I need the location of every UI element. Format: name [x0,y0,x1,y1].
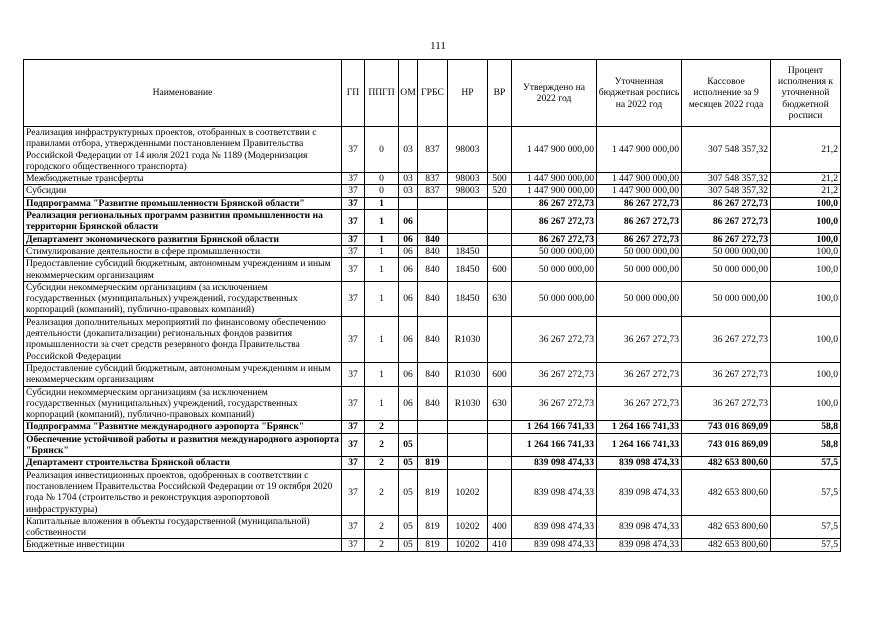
cell-om: 05 [399,469,418,515]
cell-cash: 482 653 800,60 [682,539,771,551]
cell-refined: 839 098 474,33 [597,457,682,469]
cell-refined: 839 098 474,33 [597,515,682,539]
cell-nr: 98003 [448,173,488,185]
cell-refined: 36 267 272,73 [597,316,682,362]
cell-ppgp: 0 [365,127,399,173]
table-row [24,210,841,234]
cell-refined: 50 000 000,00 [597,245,682,257]
cell-vr [488,210,512,234]
cell-gp: 37 [342,245,365,257]
cell-gp: 37 [342,258,365,282]
cell-gp: 37 [342,469,365,515]
cell-grbs: 837 [418,127,448,173]
col-header-vr: ВР [488,60,512,127]
cell-percent: 100,0 [771,245,841,257]
cell-nr [448,457,488,469]
cell-vr [488,127,512,173]
cell-percent: 100,0 [771,210,841,234]
cell-name: Реализация дополнительных мероприятий по финансовому обеспечению деятельности (докапитализации) региональных фондов развития промышленности за счет средств резервного фонда Правительства Российской Федерации [24,316,342,362]
cell-percent: 57,5 [771,539,841,551]
cell-approved: 50 000 000,00 [512,245,597,257]
cell-grbs: 840 [418,245,448,257]
col-header-ppgp: ППГП [365,60,399,127]
cell-grbs [418,197,448,209]
cell-grbs: 840 [418,362,448,386]
cell-ppgp: 2 [365,539,399,551]
cell-approved: 36 267 272,73 [512,386,597,421]
cell-percent: 100,0 [771,386,841,421]
cell-percent: 100,0 [771,233,841,245]
cell-percent: 57,5 [771,457,841,469]
cell-nr: R1030 [448,362,488,386]
cell-gp: 37 [342,386,365,421]
cell-vr [488,245,512,257]
cell-ppgp: 0 [365,173,399,185]
cell-om: 06 [399,316,418,362]
cell-cash: 307 548 357,32 [682,173,771,185]
cell-grbs: 840 [418,233,448,245]
cell-name: Субсидии некоммерческим организациям (за исключением государственных (муниципальных) учреждений, государственных корпораций (компаний), публично-правовых компаний) [24,281,342,316]
cell-approved: 1 447 900 000,00 [512,173,597,185]
cell-ppgp: 1 [365,258,399,282]
cell-vr: 400 [488,515,512,539]
cell-om: 06 [399,233,418,245]
cell-refined: 50 000 000,00 [597,281,682,316]
cell-name: Департамент строительства Брянской области [24,457,342,469]
cell-grbs: 840 [418,258,448,282]
table-row [24,173,841,185]
cell-name: Бюджетные инвестиции [24,539,342,551]
cell-cash: 743 016 869,09 [682,433,771,457]
cell-gp: 37 [342,421,365,433]
cell-nr: 10202 [448,515,488,539]
table-row [24,539,841,551]
cell-ppgp: 1 [365,210,399,234]
cell-name: Реализация инвестиционных проектов, одобренных в соответствии с постановлением Правительства Российской Федерации от 19 октября 2020 года № 1704 (строительство и реконструкция аэропортовой инфраструктуры) [24,469,342,515]
cell-nr: 10202 [448,469,488,515]
cell-refined: 36 267 272,73 [597,362,682,386]
cell-name: Субсидии [24,185,342,197]
cell-om: 06 [399,362,418,386]
cell-nr [448,433,488,457]
cell-vr [488,197,512,209]
table-row [24,127,841,173]
table-row [24,469,841,515]
table-row [24,433,841,457]
cell-grbs: 837 [418,185,448,197]
cell-approved: 50 000 000,00 [512,281,597,316]
cell-vr: 520 [488,185,512,197]
cell-gp: 37 [342,197,365,209]
cell-nr: 18450 [448,258,488,282]
cell-refined: 839 098 474,33 [597,469,682,515]
cell-grbs: 837 [418,173,448,185]
cell-percent: 100,0 [771,362,841,386]
cell-gp: 37 [342,539,365,551]
cell-ppgp: 1 [365,362,399,386]
cell-nr: 98003 [448,185,488,197]
cell-nr: 18450 [448,281,488,316]
cell-nr: R1030 [448,316,488,362]
col-header-approved: Утверждено на 2022 год [512,60,597,127]
cell-name: Реализация инфраструктурных проектов, отобранных в соответствии с правилами отбора, утвержденными постановлением Правительства Российской Федерации от 14 июля 2021 года № 1189 (Модернизация городского общественного транспорта) [24,127,342,173]
cell-percent: 21,2 [771,185,841,197]
cell-cash: 86 267 272,73 [682,210,771,234]
cell-name: Предоставление субсидий бюджетным, автономным учреждениям и иным некоммерческим организациям [24,362,342,386]
table-row [24,362,841,386]
cell-approved: 86 267 272,73 [512,233,597,245]
cell-om: 05 [399,539,418,551]
cell-grbs: 819 [418,457,448,469]
cell-refined: 1 447 900 000,00 [597,127,682,173]
cell-ppgp: 0 [365,185,399,197]
cell-nr: R1030 [448,386,488,421]
cell-gp: 37 [342,316,365,362]
cell-refined: 1 264 166 741,33 [597,421,682,433]
cell-vr: 630 [488,281,512,316]
cell-nr [448,233,488,245]
cell-percent: 100,0 [771,197,841,209]
cell-ppgp: 1 [365,386,399,421]
cell-vr: 500 [488,173,512,185]
cell-grbs: 819 [418,515,448,539]
cell-refined: 36 267 272,73 [597,386,682,421]
cell-gp: 37 [342,362,365,386]
cell-gp: 37 [342,433,365,457]
cell-cash: 50 000 000,00 [682,258,771,282]
cell-om: 05 [399,515,418,539]
table-row [24,316,841,362]
table-row [24,197,841,209]
cell-name: Капитальные вложения в объекты государственной (муниципальной) собственности [24,515,342,539]
cell-name: Межбюджетные трансферты [24,173,342,185]
header-row [24,60,841,127]
cell-nr [448,210,488,234]
cell-cash: 36 267 272,73 [682,316,771,362]
cell-grbs: 840 [418,281,448,316]
cell-vr: 600 [488,362,512,386]
cell-name: Департамент экономического развития Брянской области [24,233,342,245]
cell-name: Подпрограмма "Развитие промышленности Брянской области" [24,197,342,209]
cell-approved: 50 000 000,00 [512,258,597,282]
cell-ppgp: 2 [365,457,399,469]
cell-approved: 1 447 900 000,00 [512,185,597,197]
col-header-cash: Кассовое исполнение за 9 месяцев 2022 года [682,60,771,127]
cell-approved: 839 098 474,33 [512,469,597,515]
cell-refined: 86 267 272,73 [597,197,682,209]
cell-om [399,421,418,433]
cell-om: 05 [399,433,418,457]
table-row [24,421,841,433]
cell-percent: 57,5 [771,515,841,539]
cell-om: 06 [399,245,418,257]
cell-gp: 37 [342,515,365,539]
cell-name: Предоставление субсидий бюджетным, автономным учреждениям и иным некоммерческим организациям [24,258,342,282]
cell-vr: 630 [488,386,512,421]
cell-approved: 86 267 272,73 [512,197,597,209]
cell-approved: 1 447 900 000,00 [512,127,597,173]
col-header-gp: ГП [342,60,365,127]
cell-approved: 839 098 474,33 [512,457,597,469]
cell-grbs: 840 [418,386,448,421]
cell-om: 06 [399,386,418,421]
cell-vr [488,469,512,515]
cell-name: Обеспечение устойчивой работы и развития международного аэропорта "Брянск" [24,433,342,457]
cell-name: Субсидии некоммерческим организациям (за исключением государственных (муниципальных) учреждений, государственных корпораций (компаний), публично-правовых компаний) [24,386,342,421]
cell-grbs [418,210,448,234]
cell-percent: 57,5 [771,469,841,515]
col-header-om: ОМ [399,60,418,127]
cell-gp: 37 [342,173,365,185]
budget-execution-table [23,59,841,552]
cell-om: 05 [399,457,418,469]
cell-vr [488,457,512,469]
cell-ppgp: 1 [365,197,399,209]
cell-grbs [418,433,448,457]
col-header-name: Наименование [24,60,342,127]
cell-grbs: 840 [418,316,448,362]
cell-refined: 1 264 166 741,33 [597,433,682,457]
cell-percent: 100,0 [771,316,841,362]
cell-ppgp: 1 [365,281,399,316]
page-number: 111 [430,40,446,52]
cell-approved: 1 264 166 741,33 [512,433,597,457]
cell-ppgp: 2 [365,469,399,515]
cell-name: Стимулирование деятельности в сфере промышленности [24,245,342,257]
cell-om: 03 [399,127,418,173]
table-row [24,457,841,469]
cell-ppgp: 1 [365,233,399,245]
table-row [24,281,841,316]
cell-refined: 86 267 272,73 [597,210,682,234]
cell-grbs: 819 [418,539,448,551]
table-row [24,515,841,539]
cell-percent: 58,8 [771,433,841,457]
cell-om: 06 [399,258,418,282]
table-row [24,245,841,257]
cell-refined: 1 447 900 000,00 [597,173,682,185]
cell-cash: 307 548 357,32 [682,127,771,173]
cell-nr [448,421,488,433]
cell-approved: 1 264 166 741,33 [512,421,597,433]
table-row [24,386,841,421]
table-row [24,258,841,282]
cell-approved: 36 267 272,73 [512,316,597,362]
cell-gp: 37 [342,210,365,234]
col-header-percent: Процент исполнения к уточненной бюджетной росписи [771,60,841,127]
cell-name: Реализация региональных программ развития промышленности на территории Брянской области [24,210,342,234]
cell-om: 06 [399,210,418,234]
cell-cash: 482 653 800,60 [682,457,771,469]
col-header-nr: НР [448,60,488,127]
cell-gp: 37 [342,127,365,173]
cell-vr [488,433,512,457]
cell-percent: 100,0 [771,281,841,316]
cell-approved: 839 098 474,33 [512,539,597,551]
cell-cash: 482 653 800,60 [682,469,771,515]
table-row [24,185,841,197]
cell-ppgp: 2 [365,421,399,433]
cell-vr [488,316,512,362]
cell-refined: 86 267 272,73 [597,233,682,245]
cell-cash: 86 267 272,73 [682,197,771,209]
cell-percent: 58,8 [771,421,841,433]
cell-grbs [418,421,448,433]
table-row [24,233,841,245]
cell-vr: 600 [488,258,512,282]
cell-cash: 36 267 272,73 [682,386,771,421]
cell-cash: 743 016 869,09 [682,421,771,433]
cell-ppgp: 2 [365,433,399,457]
cell-refined: 50 000 000,00 [597,258,682,282]
cell-ppgp: 1 [365,245,399,257]
cell-gp: 37 [342,233,365,245]
cell-approved: 36 267 272,73 [512,362,597,386]
cell-cash: 86 267 272,73 [682,233,771,245]
cell-name: Подпрограмма "Развитие международного аэропорта "Брянск" [24,421,342,433]
cell-percent: 21,2 [771,127,841,173]
cell-ppgp: 1 [365,316,399,362]
cell-ppgp: 2 [365,515,399,539]
cell-approved: 839 098 474,33 [512,515,597,539]
cell-nr: 10202 [448,539,488,551]
cell-cash: 482 653 800,60 [682,515,771,539]
cell-om [399,197,418,209]
cell-approved: 86 267 272,73 [512,210,597,234]
cell-gp: 37 [342,281,365,316]
cell-cash: 36 267 272,73 [682,362,771,386]
cell-nr: 18450 [448,245,488,257]
col-header-grbs: ГРБС [418,60,448,127]
cell-om: 03 [399,173,418,185]
cell-cash: 50 000 000,00 [682,245,771,257]
cell-nr: 98003 [448,127,488,173]
cell-refined: 839 098 474,33 [597,539,682,551]
cell-vr [488,233,512,245]
cell-refined: 1 447 900 000,00 [597,185,682,197]
cell-gp: 37 [342,185,365,197]
col-header-refined: Уточненная бюджетная роспись на 2022 год [597,60,682,127]
cell-om: 06 [399,281,418,316]
cell-gp: 37 [342,457,365,469]
cell-vr: 410 [488,539,512,551]
cell-cash: 307 548 357,32 [682,185,771,197]
cell-nr [448,197,488,209]
cell-percent: 21,2 [771,173,841,185]
cell-vr [488,421,512,433]
cell-grbs: 819 [418,469,448,515]
cell-om: 03 [399,185,418,197]
cell-percent: 100,0 [771,258,841,282]
cell-cash: 50 000 000,00 [682,281,771,316]
